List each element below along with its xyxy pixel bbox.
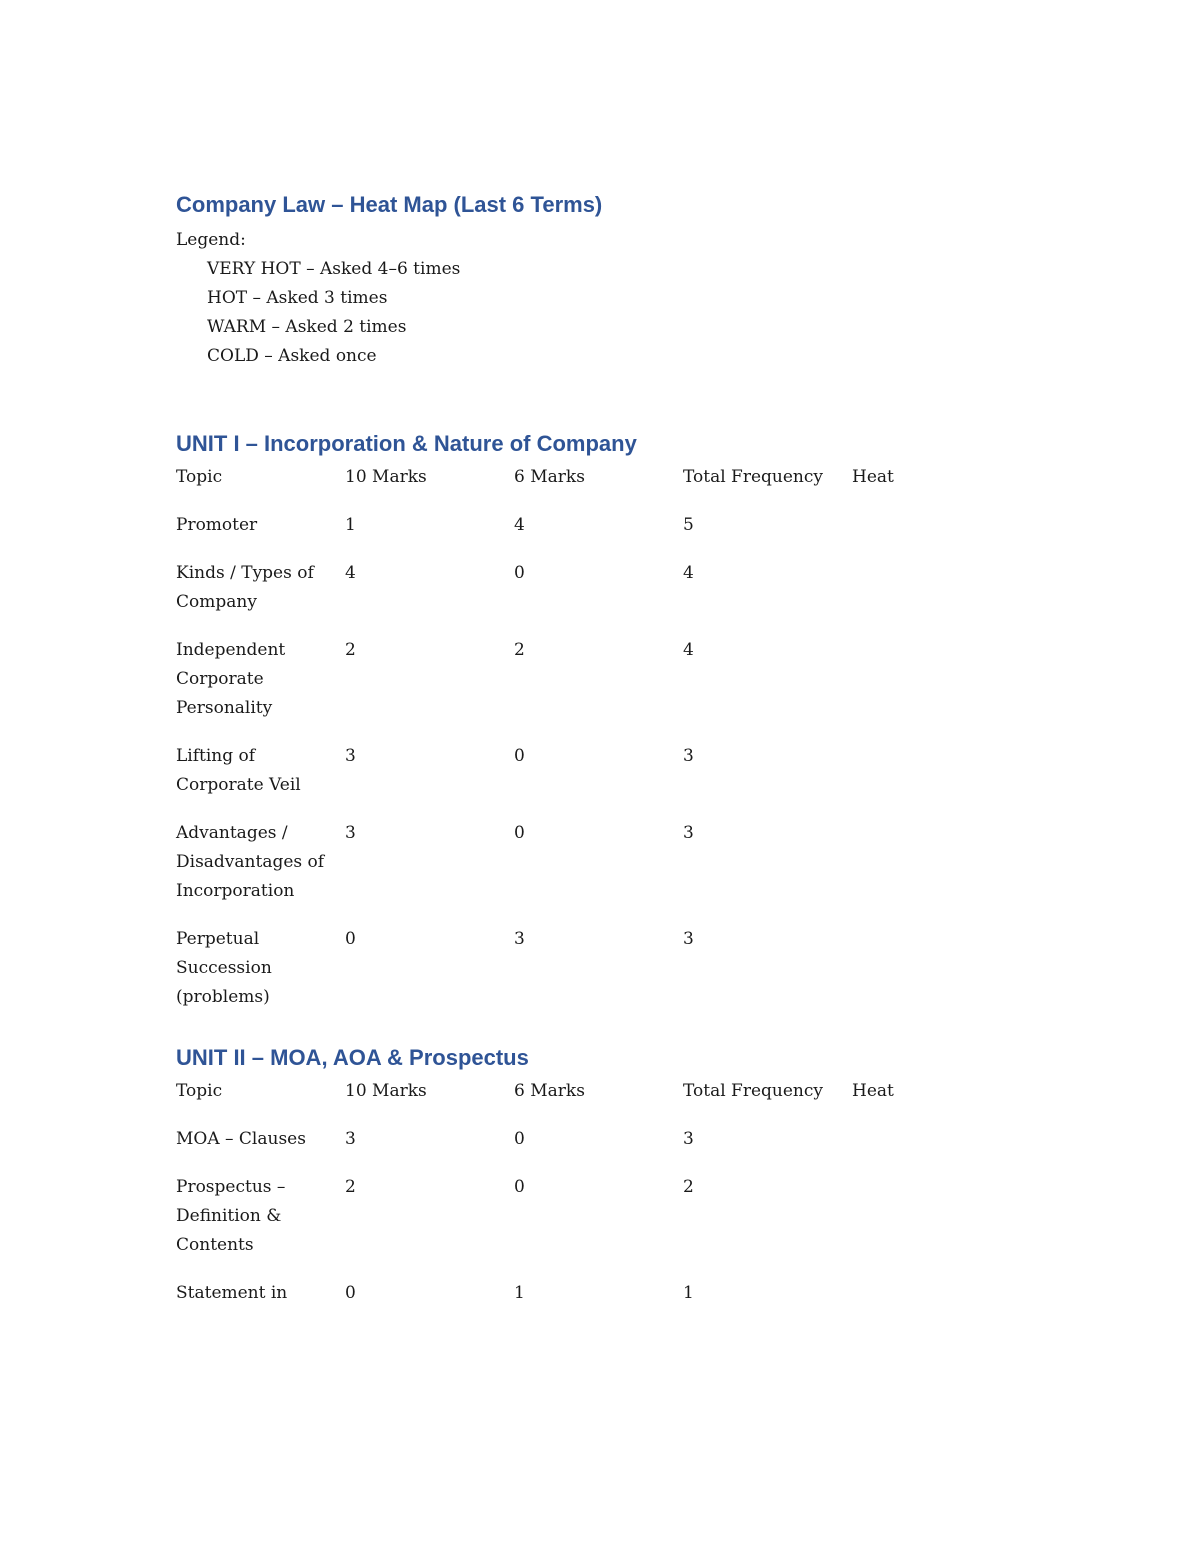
total-frequency-cell: 3 [683,1129,694,1149]
topic-cell: Promoter [176,515,258,535]
legend [176,226,1036,371]
unit-2-table [176,1077,1021,1327]
heat-cell [852,1125,1021,1173]
total-frequency-cell: 2 [683,1177,694,1197]
column-header-heat: Heat [852,1081,894,1101]
six-marks-cell: 0 [514,746,525,766]
topic-cell: Kinds / Types of Company [176,563,314,612]
total-frequency-cell: 3 [683,746,694,766]
total-frequency-cell: 3 [683,929,694,949]
heat-cell [852,742,1021,819]
ten-marks-cell: 2 [345,640,356,660]
unit-1-table [176,463,1021,1031]
topic-cell: Advantages / Disadvantages of Incorporation [176,823,325,901]
heat-cell [852,925,1021,1031]
column-header-topic: Topic [176,1081,223,1101]
ten-marks-cell: 3 [345,823,356,843]
topic-cell: Perpetual Succession (problems) [176,929,272,1007]
six-marks-cell: 0 [514,1129,525,1149]
heat-cell [852,819,1021,925]
six-marks-cell: 0 [514,823,525,843]
ten-marks-cell: 2 [345,1177,356,1197]
heat-cell [852,1173,1021,1279]
total-frequency-cell: 4 [683,640,694,660]
column-header-topic: Topic [176,467,223,487]
document-content [176,190,1036,1327]
six-marks-cell: 0 [514,563,525,583]
column-header-6-marks: 6 Marks [514,1081,585,1101]
table-row [176,1279,1021,1327]
legend-item-hot: HOT – Asked 3 times [207,288,388,308]
heat-cell [852,636,1021,742]
ten-marks-cell: 0 [345,929,356,949]
table-row [176,819,1021,925]
table-header-row [176,1077,1021,1125]
topic-cell: Prospectus – Definition & Contents [176,1177,286,1255]
legend-item-very-hot: VERY HOT – Asked 4–6 times [207,259,461,279]
topic-cell: Independent Corporate Personality [176,640,286,718]
column-header-10-marks: 10 Marks [345,467,427,487]
ten-marks-cell: 3 [345,1129,356,1149]
legend-item-warm: WARM – Asked 2 times [207,317,407,337]
total-frequency-cell: 1 [683,1283,694,1303]
unit-1-heading: UNIT I – Incorporation & Nature of Company [176,431,637,456]
legend-item-cold: COLD – Asked once [207,346,377,366]
unit-2-heading: UNIT II – MOA, AOA & Prospectus [176,1045,529,1070]
table-row [176,925,1021,1031]
column-header-heat: Heat [852,467,894,487]
legend-label: Legend: [176,230,246,250]
six-marks-cell: 4 [514,515,525,535]
topic-cell: Statement in [176,1283,288,1303]
topic-cell: Lifting of Corporate Veil [176,746,301,795]
total-frequency-cell: 5 [683,515,694,535]
table-row [176,1173,1021,1279]
table-row [176,559,1021,636]
column-header-total-frequency: Total Frequency [683,467,824,487]
six-marks-cell: 1 [514,1283,525,1303]
ten-marks-cell: 1 [345,515,356,535]
table-row [176,511,1021,559]
column-header-6-marks: 6 Marks [514,467,585,487]
heat-cell [852,559,1021,636]
six-marks-cell: 2 [514,640,525,660]
table-header-row [176,463,1021,511]
page-title: Company Law – Heat Map (Last 6 Terms) [176,192,603,217]
column-header-10-marks: 10 Marks [345,1081,427,1101]
six-marks-cell: 0 [514,1177,525,1197]
column-header-total-frequency: Total Frequency [683,1081,824,1101]
ten-marks-cell: 0 [345,1283,356,1303]
ten-marks-cell: 3 [345,746,356,766]
table-row [176,636,1021,742]
topic-cell: MOA – Clauses [176,1129,306,1149]
ten-marks-cell: 4 [345,563,356,583]
table-row [176,742,1021,819]
total-frequency-cell: 4 [683,563,694,583]
total-frequency-cell: 3 [683,823,694,843]
table-row [176,1125,1021,1173]
six-marks-cell: 3 [514,929,525,949]
heat-cell [852,1279,1021,1327]
heat-cell [852,511,1021,559]
